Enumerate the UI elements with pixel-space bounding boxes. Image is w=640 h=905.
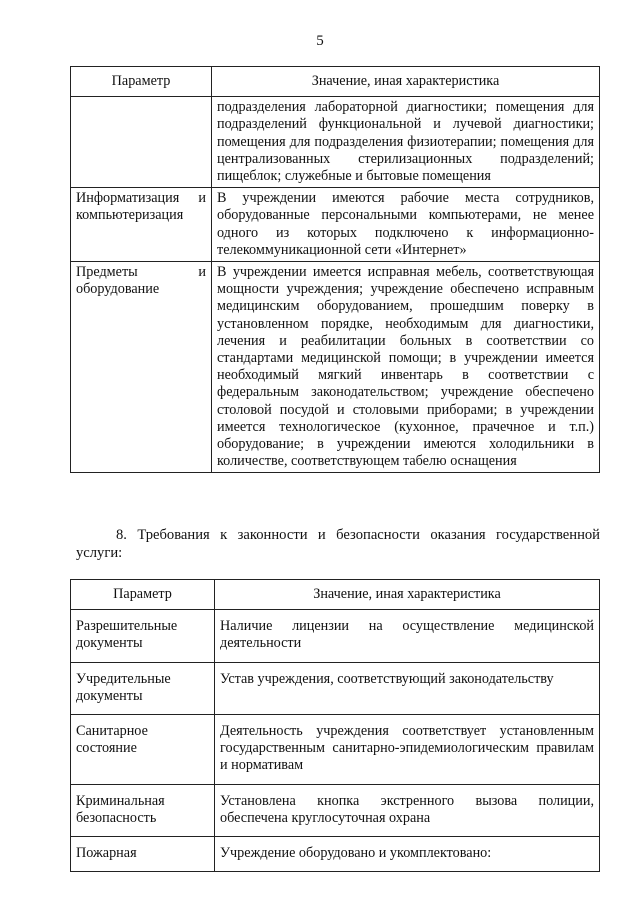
row-param: Санитарное состояние (71, 715, 215, 785)
header-param: Параметр (71, 580, 215, 610)
row-value: Наличие лицензии на осуществление медицинской деятельности (215, 610, 600, 662)
row-value: подразделения лабораторной диагностики; помещения для подразделений функциональной и лучевой диагностики; помещения для подразделения физиотерапии; помещения для централизованных стерилизационных подразделений; пищеблок; служебные и бытовые помещения (212, 97, 600, 188)
row-value: Деятельность учреждения соответствует установленным государственным санитарно-эпидемиологическим правилам и нормативам (215, 715, 600, 785)
row-param: Криминальная безопасность (71, 784, 215, 836)
table-row (71, 837, 600, 872)
table-row (71, 610, 600, 662)
legality-safety-table (70, 579, 600, 872)
row-value: Учреждение оборудовано и укомплектовано: (215, 837, 600, 872)
table-row (71, 262, 600, 473)
table-header-row (71, 580, 600, 610)
table-row (71, 188, 600, 262)
page-number: 5 (316, 33, 324, 49)
facilities-table (70, 66, 600, 473)
row-param (71, 97, 212, 188)
table-header-row (71, 67, 600, 97)
row-param: Учредительные документы (71, 662, 215, 714)
row-value: Устав учреждения, соответствующий законодательству (215, 662, 600, 714)
header-value: Значение, иная характеристика (212, 67, 600, 97)
row-value: В учреждении имеются рабочие места сотрудников, оборудованные персональными компьютерами, не менее одного из которых подключено к информационно-телекоммуникационной сети «Интернет» (212, 188, 600, 262)
row-param: Пожарная (71, 837, 215, 872)
header-param: Параметр (71, 67, 212, 97)
table-row (71, 715, 600, 785)
row-param: Предметы и оборудование (71, 262, 212, 473)
table-row (71, 662, 600, 714)
row-param: Информатизация и компьютеризация (71, 188, 212, 262)
header-value: Значение, иная характеристика (215, 580, 600, 610)
row-value: В учреждении имеется исправная мебель, соответствующая мощности учреждения; учреждение обеспечено исправным медицинским оборудованием, прошедшим поверку в установленном порядке, необходимым для диагностики, лечения и реабилитации больных в соответствии со стандартами медицинской помощи; в учреждении имеется необходимый мягкий инвентарь в соответствии с федеральным законодательством; учреждение обеспечено столовой посудой и столовыми приборами; в учреждении имеется технологическое (кухонное, прачечное и т.п.) оборудование; в учреждении имеются холодильники в количестве, соответствующем табелю оснащения (212, 262, 600, 473)
table-row (71, 97, 600, 188)
row-value: Установлена кнопка экстренного вызова полиции, обеспечена круглосуточная охрана (215, 784, 600, 836)
table-row (71, 784, 600, 836)
row-param: Разрешительные документы (71, 610, 215, 662)
section-8-heading: 8. Требования к законности и безопасности оказания государственной услуги: (76, 527, 600, 561)
